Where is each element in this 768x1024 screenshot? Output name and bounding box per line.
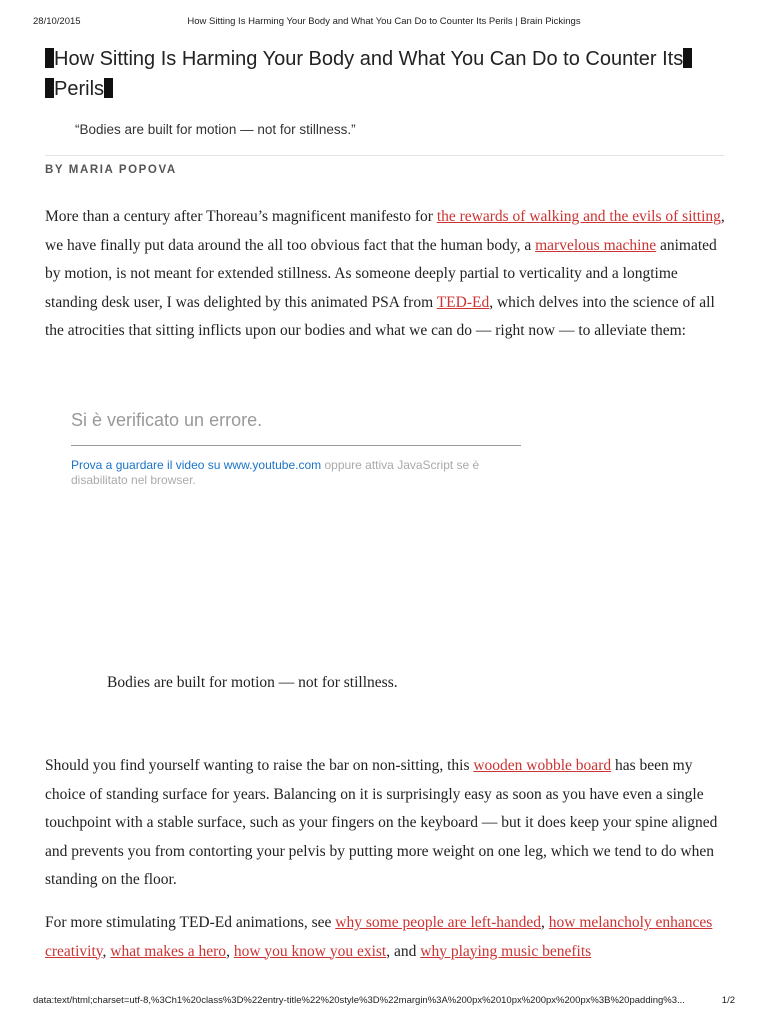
print-url: data:text/html;charset=utf-8,%3Ch1%20class%3D%22entry-title%22%20style%3D%22margin%3A%200px%2010px%200px%200px%3B%20padding%3...	[33, 995, 685, 1006]
video-caption: Bodies are built for motion — not for stillness.	[107, 674, 398, 691]
link-walking-sitting[interactable]: the rewards of walking and the evils of sitting	[436, 208, 721, 225]
link-marvelous-machine[interactable]: marvelous machine	[535, 236, 657, 254]
text-span: , we have finally put data around the all too obvious fact that the human body, a	[45, 208, 725, 254]
divider	[45, 155, 724, 156]
text-span: , and	[386, 942, 421, 960]
page-number: 1/2	[721, 995, 735, 1006]
paragraph-more-animations	[45, 909, 725, 966]
link-music[interactable]: why playing music benefits	[420, 942, 592, 960]
text-span: animated by motion, is not meant for extended stillness. As someone deeply partial to verticality and a longtime standing desk user, I was delighted by this animated PSA from	[45, 236, 717, 311]
article-subtitle: “Bodies are built for motion — not for stillness.”	[75, 122, 356, 137]
youtube-link[interactable]: Prova a guardare il video su www.youtube.com	[71, 458, 322, 472]
text-span: , which delves into the science of all the atrocities that sitting inflicts upon our bodies and what we can do — right now — to alleviate them:	[45, 293, 715, 339]
text-span: ,	[102, 942, 111, 960]
redaction-block	[45, 78, 54, 98]
article-title	[45, 44, 745, 104]
print-header	[33, 16, 735, 30]
redaction-block	[683, 48, 692, 68]
text-span: ,	[226, 942, 234, 960]
text-span: For more stimulating TED-Ed animations, see	[45, 914, 336, 931]
link-hero[interactable]: what makes a hero	[110, 942, 227, 960]
video-error-hint	[71, 458, 521, 488]
title-line-2: Perils	[54, 78, 105, 100]
byline: BY MARIA POPOVA	[45, 164, 177, 176]
text-span: More than a century after Thoreau’s magnificent manifesto for	[45, 208, 437, 225]
redaction-block	[104, 78, 113, 98]
video-error-hint-text: oppure attiva JavaScript se è disabilitato nel browser.	[71, 458, 480, 487]
paragraph-wobble-board	[45, 752, 725, 895]
link-melancholy[interactable]: how melancholy enhances creativity	[45, 914, 713, 960]
video-error-title: Si è verificato un errore.	[71, 410, 521, 446]
link-wobble-board[interactable]: wooden wobble board	[473, 757, 612, 774]
print-date: 28/10/2015	[33, 16, 81, 27]
print-footer	[33, 995, 735, 1009]
redaction-block	[45, 48, 54, 68]
link-left-handed[interactable]: why some people are left-handed	[335, 914, 542, 931]
link-ted-ed[interactable]: TED-Ed	[436, 293, 490, 311]
print-doc-title: How Sitting Is Harming Your Body and What You Can Do to Counter Its Perils | Brain Pickings	[187, 16, 581, 27]
paragraph-intro	[45, 203, 725, 346]
video-embed-error	[71, 410, 521, 488]
text-span: ,	[541, 914, 549, 931]
text-span: has been my choice of standing surface for years. Balancing on it is surprisingly easy as soon as you have even a single touchpoint with a stable surface, such as your fingers on the keyboard — but it does keep your spine aligned and prevents you from contorting your pelvis by putting more weight on one leg, which we tend to do when standing on the floor.	[45, 757, 718, 888]
text-span: Should you find yourself wanting to raise the bar on non-sitting, this	[45, 757, 474, 774]
title-line-1: How Sitting Is Harming Your Body and What You Can Do to Counter Its	[54, 48, 684, 70]
link-exist[interactable]: how you know you exist	[233, 942, 387, 960]
